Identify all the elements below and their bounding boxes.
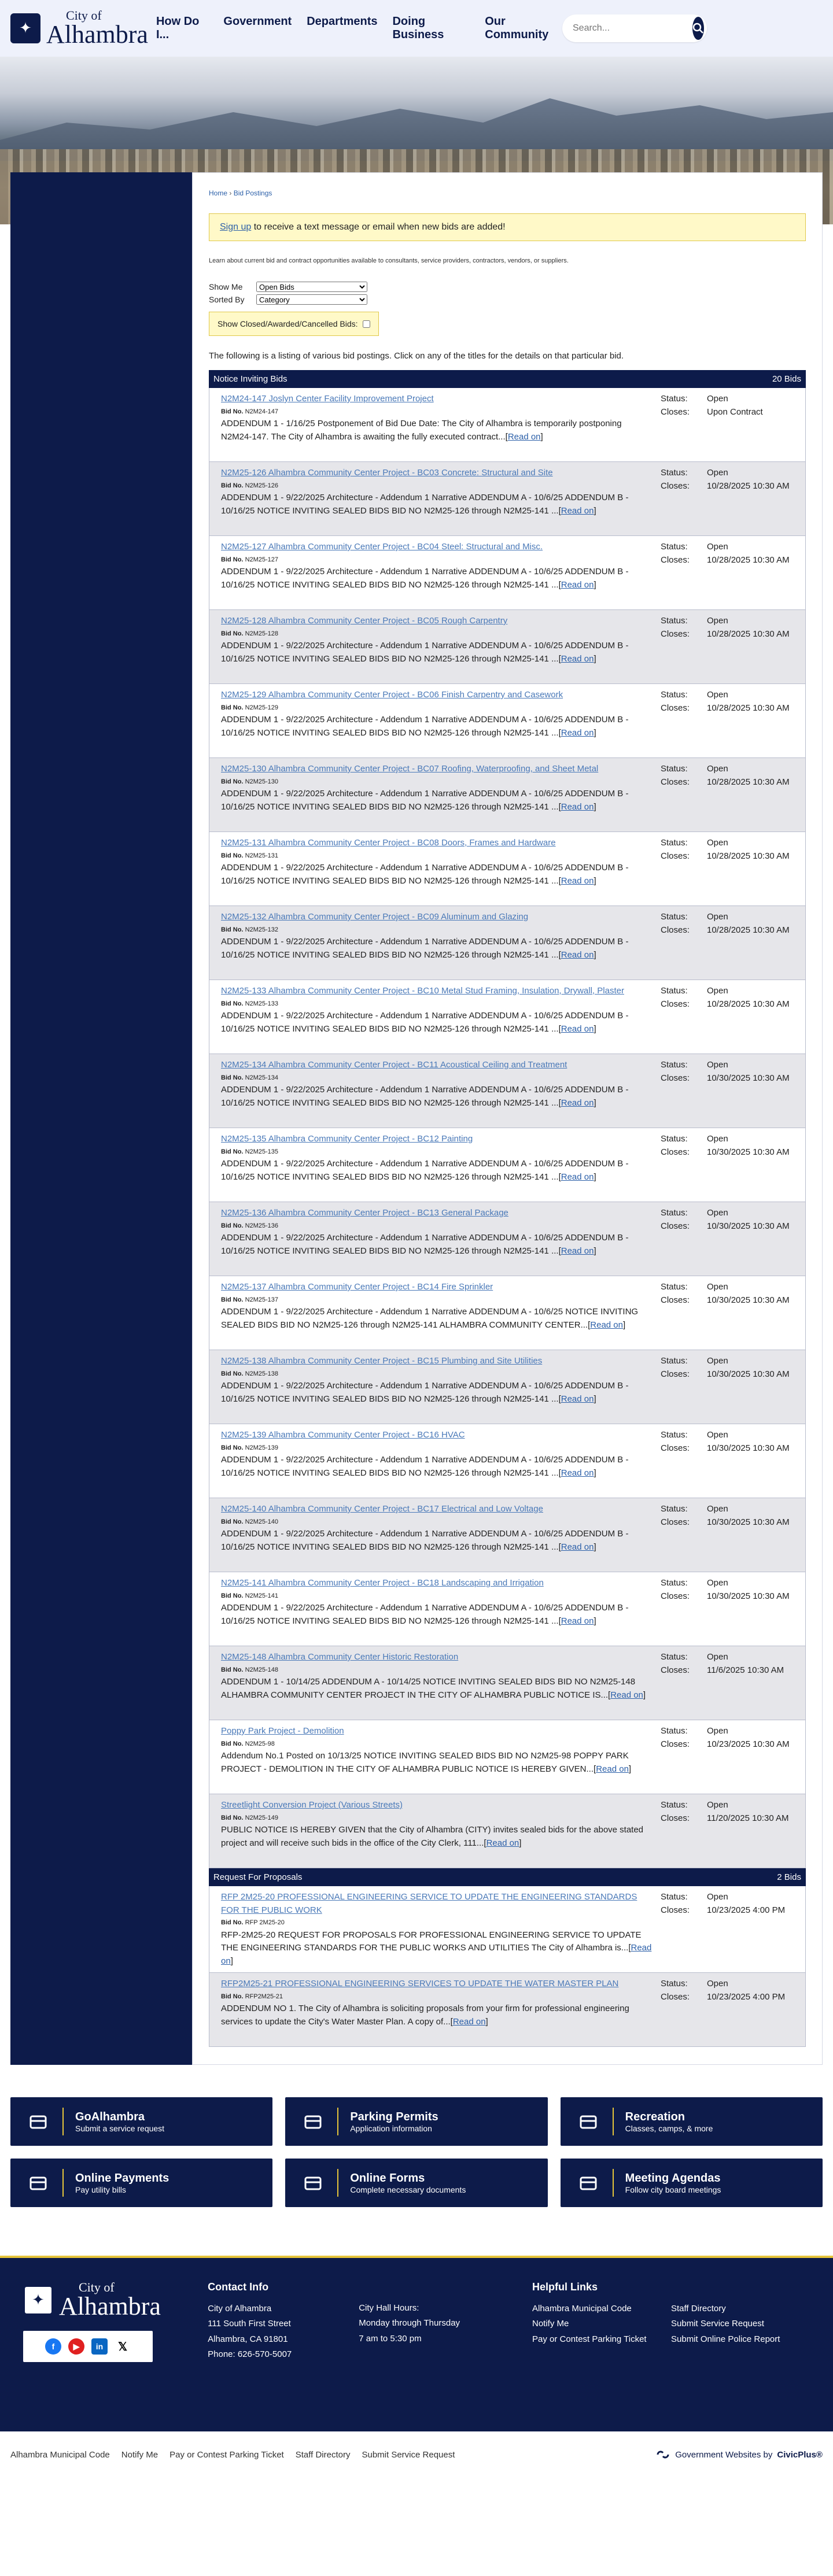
civicplus-logo-icon — [655, 2450, 670, 2459]
read-on-link[interactable]: Read on — [561, 579, 594, 590]
quick-links — [10, 2097, 823, 2207]
read-on-link[interactable]: Read on — [561, 1468, 594, 1478]
bid-row — [209, 1720, 806, 1794]
bid-closes: Closes: 10/30/2025 10:30 AM — [661, 1295, 790, 1305]
bid-row — [209, 388, 806, 462]
quick-link-meeting-agendas[interactable]: Meeting Agendas Follow city board meetings — [561, 2159, 823, 2207]
breadcrumb-home[interactable]: Home — [209, 189, 228, 197]
footer-link[interactable]: Submit Online Police Report — [671, 2334, 780, 2344]
car-icon — [301, 2110, 325, 2133]
bid-row — [209, 1886, 806, 1973]
bid-description: ADDENDUM 1 - 9/22/2025 Architecture - Addendum 1 Narrative ADDENDUM A - 10/6/25 ADDENDUM B - 10/16/25 NOTICE INVITING SEALED BIDS BID NO N2M25-126 through N2M25-141 ...[Read on] — [221, 567, 629, 590]
bid-row — [209, 1350, 806, 1424]
bid-description: ADDENDUM 1 - 9/22/2025 Architecture - Addendum 1 Narrative ADDENDUM A - 10/6/25 ADDENDUM B - 10/16/25 NOTICE INVITING SEALED BIDS BID NO N2M25-126 through N2M25-141 ...[Read on] — [221, 1085, 629, 1108]
footer-link[interactable]: Submit Service Request — [671, 2319, 764, 2329]
bid-number: Bid No. N2M25-135 — [221, 1148, 279, 1155]
bid-row — [209, 1498, 806, 1572]
bid-closes: Closes: Upon Contract — [661, 406, 763, 417]
nav-item-4[interactable]: Our Community — [485, 15, 549, 41]
bid-description: ADDENDUM 1 - 9/22/2025 Architecture - Addendum 1 Narrative ADDENDUM A - 10/6/25 ADDENDUM B - 10/16/25 NOTICE INVITING SEALED BIDS BID NO N2M25-126 through N2M25-141 ...[Read on] — [221, 937, 629, 960]
main-content — [192, 172, 823, 2065]
bid-status: Status: Open — [661, 1208, 728, 1218]
facebook-icon[interactable]: f — [45, 2338, 61, 2355]
read-on-link[interactable]: Read on — [561, 1542, 594, 1552]
bid-closes: Closes: 10/23/2025 4:00 PM — [661, 1991, 786, 2002]
bid-number: Bid No. N2M25-129 — [221, 704, 279, 711]
bid-status: Status: Open — [661, 1800, 728, 1810]
bid-description: ADDENDUM 1 - 9/22/2025 Architecture - Addendum 1 Narrative ADDENDUM A - 10/6/25 ADDENDUM B - 10/16/25 NOTICE INVITING SEALED BIDS BID NO N2M25-126 through N2M25-141 ...[Read on] — [221, 641, 629, 664]
bid-description: ADDENDUM 1 - 9/22/2025 Architecture - Addendum 1 Narrative ADDENDUM A - 10/6/25 ADDENDUM B - 10/16/25 NOTICE INVITING SEALED BIDS BID NO N2M25-126 through N2M25-141 ...[Read on] — [221, 715, 629, 738]
city-seal-icon: ✦ — [23, 2285, 53, 2315]
bid-title-link[interactable]: N2M25-148 Alhambra Community Center Historic Restoration — [221, 1652, 459, 1662]
footer-link[interactable]: Staff Directory — [671, 2304, 726, 2313]
read-on-link[interactable]: Read on — [561, 653, 594, 664]
calendar-icon — [577, 2171, 600, 2194]
read-on-link[interactable]: Read on — [561, 1097, 594, 1108]
bid-row — [209, 610, 806, 684]
sorted-by-label: Sorted By — [209, 295, 245, 304]
bid-status: Status: Open — [661, 616, 728, 626]
bid-closes: Closes: 10/28/2025 10:30 AM — [661, 777, 790, 787]
bid-number: Bid No. N2M25-148 — [221, 1666, 279, 1673]
footer-link[interactable]: Pay or Contest Parking Ticket — [532, 2334, 647, 2344]
section-header: Notice Inviting Bids 20 Bids — [209, 370, 806, 388]
bid-closes: Closes: 10/30/2025 10:30 AM — [661, 1517, 790, 1527]
search-icon — [692, 23, 704, 34]
bid-row — [209, 684, 806, 758]
bid-description: ADDENDUM 1 - 9/22/2025 Architecture - Addendum 1 Narrative ADDENDUM A - 10/6/25 ADDENDUM B - 10/16/25 NOTICE INVITING SEALED BIDS BID NO N2M25-126 through N2M25-141 ...[Read on] — [221, 1159, 629, 1182]
bid-closes: Closes: 10/28/2025 10:30 AM — [661, 481, 790, 491]
read-on-link[interactable]: Read on — [221, 1943, 652, 1966]
bid-row — [209, 1646, 806, 1720]
bid-status: Status: Open — [661, 1504, 728, 1514]
bid-title-link[interactable]: Streetlight Conversion Project (Various Streets) — [221, 1800, 403, 1810]
bid-number: Bid No. N2M25-127 — [221, 556, 279, 563]
intro-text: Learn about current bid and contract opportunities available to consultants, service providers, contractors, vendors, or suppliers. — [209, 257, 569, 264]
bid-row — [209, 536, 806, 610]
read-on-link[interactable]: Read on — [561, 505, 594, 516]
bid-title-link[interactable]: N2M25-133 Alhambra Community Center Project - BC10 Metal Stud Framing, Insulation, Drywall, Plaster — [221, 986, 624, 996]
bid-closes: Closes: 11/6/2025 10:30 AM — [661, 1665, 784, 1675]
read-on-link[interactable]: Read on — [561, 1023, 594, 1034]
footer — [0, 2256, 833, 2431]
bid-title-link[interactable]: RFP2M25-21 PROFESSIONAL ENGINEERING SERVICES TO UPDATE THE WATER MASTER PLAN — [221, 1979, 619, 1989]
bid-number: Bid No. N2M25-149 — [221, 1814, 279, 1821]
bid-description: PUBLIC NOTICE IS HEREBY GIVEN that the City of Alhambra (CITY) invites sealed bids for the above stated project and will receive such bids in the office of the City Clerk, 111...[Read on] — [221, 1825, 644, 1848]
read-on-link[interactable]: Read on — [486, 1838, 519, 1848]
bottom-link[interactable]: Submit Service Request — [362, 2449, 455, 2460]
bid-number: Bid No. RFP2M25-21 — [221, 1993, 283, 2000]
bid-status: Status: Open — [661, 1282, 728, 1292]
read-on-link[interactable]: Read on — [561, 1394, 594, 1404]
bid-row — [209, 1202, 806, 1276]
bid-description: ADDENDUM 1 - 9/22/2025 Architecture - Addendum 1 Narrative ADDENDUM A - 10/6/25 ADDENDUM B - 10/16/25 NOTICE INVITING SEALED BIDS BID NO N2M25-126 through N2M25-141 ...[Read on] — [221, 1011, 629, 1034]
bid-status: Status: Open — [661, 468, 728, 478]
bid-closes: Closes: 10/28/2025 10:30 AM — [661, 629, 790, 639]
bid-row — [209, 906, 806, 980]
bid-row — [209, 980, 806, 1054]
city-logo[interactable] — [10, 9, 148, 47]
toolbox-icon — [27, 2110, 50, 2133]
bid-number: Bid No. N2M25-98 — [221, 1740, 275, 1747]
bid-closes: Closes: 10/28/2025 10:30 AM — [661, 555, 790, 565]
bid-description: ADDENDUM NO 1. The City of Alhambra is soliciting proposals from your firm for professional engineering services to update the City's Water Master Plan. A copy of...[Read on] — [221, 2004, 629, 2027]
bid-row — [209, 1276, 806, 1350]
breadcrumb: Home › Bid Postings — [209, 189, 272, 197]
bid-title-link[interactable]: N2M25-140 Alhambra Community Center Project - BC17 Electrical and Low Voltage — [221, 1504, 543, 1514]
bid-title-link[interactable]: N2M25-131 Alhambra Community Center Project - BC08 Doors, Frames and Hardware — [221, 838, 556, 848]
quick-link-goalhambra[interactable]: GoAlhambra Submit a service request — [10, 2097, 272, 2146]
bid-closes: Closes: 10/30/2025 10:30 AM — [661, 1591, 790, 1601]
bid-closes: Closes: 10/30/2025 10:30 AM — [661, 1073, 790, 1083]
bid-title-link[interactable]: N2M25-136 Alhambra Community Center Project - BC13 General Package — [221, 1208, 508, 1218]
bid-row — [209, 1424, 806, 1498]
quick-link-parking-permits[interactable]: Parking Permits Application information — [285, 2097, 547, 2146]
bid-title-link[interactable]: N2M25-138 Alhambra Community Center Project - BC15 Plumbing and Site Utilities — [221, 1356, 543, 1366]
bid-closes: Closes: 10/28/2025 10:30 AM — [661, 851, 790, 861]
read-on-link[interactable]: Read on — [561, 1246, 594, 1256]
search-button[interactable] — [692, 17, 704, 40]
x-icon[interactable]: 𝕏 — [115, 2338, 131, 2355]
bid-closes: Closes: 10/28/2025 10:30 AM — [661, 925, 790, 935]
social-links — [23, 2331, 153, 2362]
bid-title-link[interactable]: RFP 2M25-20 PROFESSIONAL ENGINEERING SERVICE TO UPDATE THE ENGINEERING STANDARDS FOR THE PUBLIC WORK — [221, 1892, 637, 1915]
show-closed-checkbox[interactable] — [363, 320, 370, 328]
breadcrumb-current[interactable]: Bid Postings — [233, 189, 272, 197]
bid-closes: Closes: 11/20/2025 10:30 AM — [661, 1813, 789, 1823]
bid-title-link[interactable]: Poppy Park Project - Demolition — [221, 1726, 344, 1736]
footer-logo[interactable]: ✦ City of Alhambra — [23, 2281, 162, 2319]
bid-description: Addendum No.1 Posted on 10/13/25 NOTICE INVITING SEALED BIDS BID NO N2M25-98 POPPY PARK PROJECT - DEMOLITION IN THE CITY OF ALHAMBRA PUBLIC NOTICE IS HEREBY GIVEN...[Read on] — [221, 1751, 632, 1774]
bid-sections — [209, 370, 806, 2047]
bid-number: Bid No. N2M25-128 — [221, 630, 279, 637]
search-input[interactable] — [573, 23, 692, 34]
bid-number: Bid No. RFP 2M25-20 — [221, 1919, 285, 1926]
bid-closes: Closes: 10/30/2025 10:30 AM — [661, 1443, 790, 1453]
quick-link-online-payments[interactable]: Online Payments Pay utility bills — [10, 2159, 272, 2207]
bottom-link[interactable]: Staff Directory — [295, 2449, 351, 2460]
bid-status: Status: Open — [661, 912, 728, 922]
youtube-icon[interactable]: ▶ — [68, 2338, 84, 2355]
bid-closes: Closes: 10/30/2025 10:30 AM — [661, 1147, 790, 1157]
listing-text: The following is a listing of various bid postings. Click on any of the titles for the details on that particular bid. — [209, 351, 624, 361]
section-header: Request For Proposals 2 Bids — [209, 1868, 806, 1886]
filters — [209, 282, 806, 305]
read-on-link[interactable]: Read on — [452, 2016, 486, 2027]
bid-description: ADDENDUM 1 - 9/22/2025 Architecture - Addendum 1 Narrative ADDENDUM A - 10/6/25 ADDENDUM B - 10/16/25 NOTICE INVITING SEALED BIDS BID NO N2M25-126 through N2M25-141 ...[Read on] — [221, 1381, 629, 1404]
bid-row — [209, 462, 806, 536]
nav-item-3[interactable]: Doing Business — [392, 15, 444, 41]
show-me-label: Show Me — [209, 282, 243, 291]
main-nav — [156, 15, 562, 42]
bid-title-link[interactable]: N2M25-127 Alhambra Community Center Project - BC04 Steel: Structural and Misc. — [221, 542, 543, 552]
bottom-link[interactable]: Pay or Contest Parking Ticket — [169, 2449, 284, 2460]
civicplus-credit[interactable]: Government Websites by CivicPlus® — [655, 2450, 823, 2460]
bid-status: Status: Open — [661, 1430, 728, 1440]
bid-status: Status: Open — [661, 1979, 728, 1989]
bid-status: Status: Open — [661, 764, 728, 774]
bid-description: ADDENDUM 1 - 9/22/2025 Architecture - Addendum 1 Narrative ADDENDUM A - 10/6/25 ADDENDUM B - 10/16/25 NOTICE INVITING SEALED BIDS BID NO N2M25-126 through N2M25-141 ...[Read on] — [221, 1529, 629, 1552]
bid-row — [209, 1128, 806, 1202]
bid-description: ADDENDUM 1 - 1/16/25 Postponement of Bid Due Date: The City of Alhambra is temporarily postponing N2M24-147. The City of Alhambra is awaiting the fully executed contract...[Read on] — [221, 419, 622, 442]
bid-row — [209, 832, 806, 906]
read-on-link[interactable]: Read on — [561, 949, 594, 960]
bid-title-link[interactable]: N2M25-141 Alhambra Community Center Project - BC18 Landscaping and Irrigation — [221, 1578, 544, 1588]
bid-row — [209, 1572, 806, 1646]
linkedin-icon[interactable]: in — [91, 2338, 108, 2355]
read-on-link[interactable]: Read on — [590, 1320, 623, 1330]
page-frame — [10, 172, 823, 2065]
bid-row — [209, 1794, 806, 1868]
bid-title-link[interactable]: N2M25-137 Alhambra Community Center Project - BC14 Fire Sprinkler — [221, 1282, 493, 1292]
bid-title-link[interactable]: N2M25-134 Alhambra Community Center Project - BC11 Acoustical Ceiling and Treatment — [221, 1060, 567, 1070]
credit-card-icon — [27, 2171, 50, 2194]
read-on-link[interactable]: Read on — [561, 801, 594, 812]
bid-status: Status: Open — [661, 1134, 728, 1144]
footer-link[interactable]: Alhambra Municipal Code — [532, 2304, 632, 2313]
bid-title-link[interactable]: N2M25-129 Alhambra Community Center Project - BC06 Finish Carpentry and Casework — [221, 690, 563, 700]
quick-link-recreation[interactable]: Recreation Classes, camps, & more — [561, 2097, 823, 2146]
bid-description: ADDENDUM 1 - 10/14/25 ADDENDUM A - 10/14/25 NOTICE INVITING SEALED BIDS BID NO N2M25-148 ALHAMBRA COMMUNITY CENTER PROJECT IN THE CITY OF ALHAMBRA PUBLIC NOTICE IS...[Read on] — [221, 1677, 646, 1700]
bid-number: Bid No. N2M24-147 — [221, 408, 279, 415]
bottom-link[interactable]: Notify Me — [121, 2449, 159, 2460]
bid-number: Bid No. N2M25-130 — [221, 778, 279, 785]
bid-row — [209, 758, 806, 832]
read-on-link[interactable]: Read on — [610, 1690, 643, 1700]
bid-status: Status: Open — [661, 1060, 728, 1070]
logo-line2: Alhambra — [46, 20, 148, 49]
bid-number: Bid No. N2M25-141 — [221, 1592, 279, 1599]
bid-title-link[interactable]: N2M24-147 Joslyn Center Facility Improvement Project — [221, 394, 434, 404]
bid-number: Bid No. N2M25-131 — [221, 852, 279, 859]
bid-status: Status: Open — [661, 542, 728, 552]
bid-description: RFP-2M25-20 REQUEST FOR PROPOSALS FOR PROFESSIONAL ENGINEERING SERVICE TO UPDATE THE ENGINEERING STANDARDS FOR THE PUBLIC WORKS AND UTILITIES The City of Alhambra is...[Read on] — [221, 1930, 652, 1966]
bid-description: ADDENDUM 1 - 9/22/2025 Architecture - Addendum 1 Narrative ADDENDUM A - 10/6/25 ADDENDUM B - 10/16/25 NOTICE INVITING SEALED BIDS BID NO N2M25-126 through N2M25-141 ...[Read on] — [221, 1233, 629, 1256]
quick-link-online-forms[interactable]: Online Forms Complete necessary documents — [285, 2159, 547, 2207]
logo-line1: City of — [66, 8, 102, 23]
read-on-link[interactable]: Read on — [561, 1616, 594, 1626]
bid-status: Status: Open — [661, 1652, 728, 1662]
bid-row — [209, 1054, 806, 1128]
site-header — [0, 0, 833, 57]
sidebar — [10, 172, 192, 2065]
contact-info: Contact Info City of Alhambra 111 South First Street Alhambra, CA 91801 Phone: 626-570-5007 — [208, 2281, 292, 2359]
read-on-link[interactable]: Read on — [561, 875, 594, 886]
helpful-links: Helpful Links Alhambra Municipal Code Staff Directory Notify Me Submit Service Request Pay or Contest Parking Ticket Submit Online Police Report — [532, 2281, 810, 2431]
bid-title-link[interactable]: N2M25-126 Alhambra Community Center Project - BC03 Concrete: Structural and Site — [221, 468, 553, 478]
bid-number: Bid No. N2M25-133 — [221, 1000, 279, 1007]
signup-link[interactable]: Sign up — [220, 222, 252, 232]
read-on-link[interactable]: Read on — [596, 1764, 629, 1774]
bid-number: Bid No. N2M25-137 — [221, 1296, 279, 1303]
document-icon — [301, 2171, 325, 2194]
bid-description: ADDENDUM 1 - 9/22/2025 Architecture - Addendum 1 Narrative ADDENDUM A - 10/6/25 ADDENDUM B - 10/16/25 NOTICE INVITING SEALED BIDS BID NO N2M25-126 through N2M25-141 ...[Read on] — [221, 1603, 629, 1626]
bid-number: Bid No. N2M25-138 — [221, 1370, 279, 1377]
notify-banner: Sign up to receive a text message or email when new bids are added! — [209, 213, 806, 241]
sorted-by-select[interactable] — [256, 294, 367, 305]
search-box — [562, 14, 707, 42]
show-closed-toggle: Show Closed/Awarded/Cancelled Bids: — [209, 312, 379, 336]
footer-link[interactable]: Notify Me — [532, 2319, 569, 2329]
read-on-link[interactable]: Read on — [507, 431, 541, 442]
bid-row — [209, 1973, 806, 2047]
read-on-link[interactable]: Read on — [561, 1171, 594, 1182]
bid-status: Status: Open — [661, 838, 728, 848]
bid-closes: Closes: 10/28/2025 10:30 AM — [661, 703, 790, 713]
bid-closes: Closes: 10/28/2025 10:30 AM — [661, 999, 790, 1009]
bid-title-link[interactable]: N2M25-128 Alhambra Community Center Project - BC05 Rough Carpentry — [221, 616, 508, 626]
bid-status: Status: Open — [661, 1892, 728, 1902]
bid-status: Status: Open — [661, 986, 728, 996]
bid-status: Status: Open — [661, 394, 728, 404]
city-seal-icon: ✦ — [10, 13, 40, 43]
bottom-bar — [0, 2431, 833, 2478]
bid-closes: Closes: 10/23/2025 10:30 AM — [661, 1739, 790, 1749]
bid-closes: Closes: 10/23/2025 4:00 PM — [661, 1905, 786, 1915]
bid-number: Bid No. N2M25-136 — [221, 1222, 279, 1229]
bid-description: ADDENDUM 1 - 9/22/2025 Architecture - Addendum 1 Narrative ADDENDUM A - 10/6/25 ADDENDUM B - 10/16/25 NOTICE INVITING SEALED BIDS BID NO N2M25-126 through N2M25-141 ...[Read on] — [221, 493, 629, 516]
bid-number: Bid No. N2M25-139 — [221, 1444, 279, 1451]
bid-closes: Closes: 10/30/2025 10:30 AM — [661, 1221, 790, 1231]
bid-number: Bid No. N2M25-126 — [221, 482, 279, 489]
read-on-link[interactable]: Read on — [561, 727, 594, 738]
bid-status: Status: Open — [661, 1726, 728, 1736]
city-hall-hours: City Hall Hours: Monday through Thursday 7 am to 5:30 pm — [359, 2303, 460, 2344]
bid-status: Status: Open — [661, 1356, 728, 1366]
bid-description: ADDENDUM 1 - 9/22/2025 Architecture - Addendum 1 Narrative ADDENDUM A - 10/6/25 NOTICE INVITING SEALED BIDS BID NO N2M25-126 through N2M25-141 ALHAMBRA COMMUNITY CENTER...[Read on] — [221, 1307, 639, 1330]
nav-item-2[interactable]: Departments — [307, 15, 378, 28]
bid-closes: Closes: 10/30/2025 10:30 AM — [661, 1369, 790, 1379]
bid-description: ADDENDUM 1 - 9/22/2025 Architecture - Addendum 1 Narrative ADDENDUM A - 10/6/25 ADDENDUM B - 10/16/25 NOTICE INVITING SEALED BIDS BID NO N2M25-126 through N2M25-141 ...[Read on] — [221, 1455, 629, 1478]
bid-title-link[interactable]: N2M25-132 Alhambra Community Center Project - BC09 Aluminum and Glazing — [221, 912, 529, 922]
bid-number: Bid No. N2M25-132 — [221, 926, 279, 933]
bid-status: Status: Open — [661, 690, 728, 700]
nav-item-0[interactable]: How Do I... — [156, 15, 200, 41]
bid-title-link[interactable]: N2M25-139 Alhambra Community Center Project - BC16 HVAC — [221, 1430, 465, 1440]
baseball-icon — [577, 2110, 600, 2133]
bid-number: Bid No. N2M25-140 — [221, 1518, 279, 1525]
bid-description: ADDENDUM 1 - 9/22/2025 Architecture - Addendum 1 Narrative ADDENDUM A - 10/6/25 ADDENDUM B - 10/16/25 NOTICE INVITING SEALED BIDS BID NO N2M25-126 through N2M25-141 ...[Read on] — [221, 789, 629, 812]
bid-title-link[interactable]: N2M25-130 Alhambra Community Center Project - BC07 Roofing, Waterproofing, and Sheet Metal — [221, 764, 599, 774]
bid-description: ADDENDUM 1 - 9/22/2025 Architecture - Addendum 1 Narrative ADDENDUM A - 10/6/25 ADDENDUM B - 10/16/25 NOTICE INVITING SEALED BIDS BID NO N2M25-126 through N2M25-141 ...[Read on] — [221, 863, 629, 886]
nav-item-1[interactable]: Government — [223, 15, 292, 28]
bid-status: Status: Open — [661, 1578, 728, 1588]
show-me-select[interactable] — [256, 282, 367, 292]
bid-number: Bid No. N2M25-134 — [221, 1074, 279, 1081]
bottom-link[interactable]: Alhambra Municipal Code — [10, 2449, 110, 2460]
bid-title-link[interactable]: N2M25-135 Alhambra Community Center Project - BC12 Painting — [221, 1134, 473, 1144]
